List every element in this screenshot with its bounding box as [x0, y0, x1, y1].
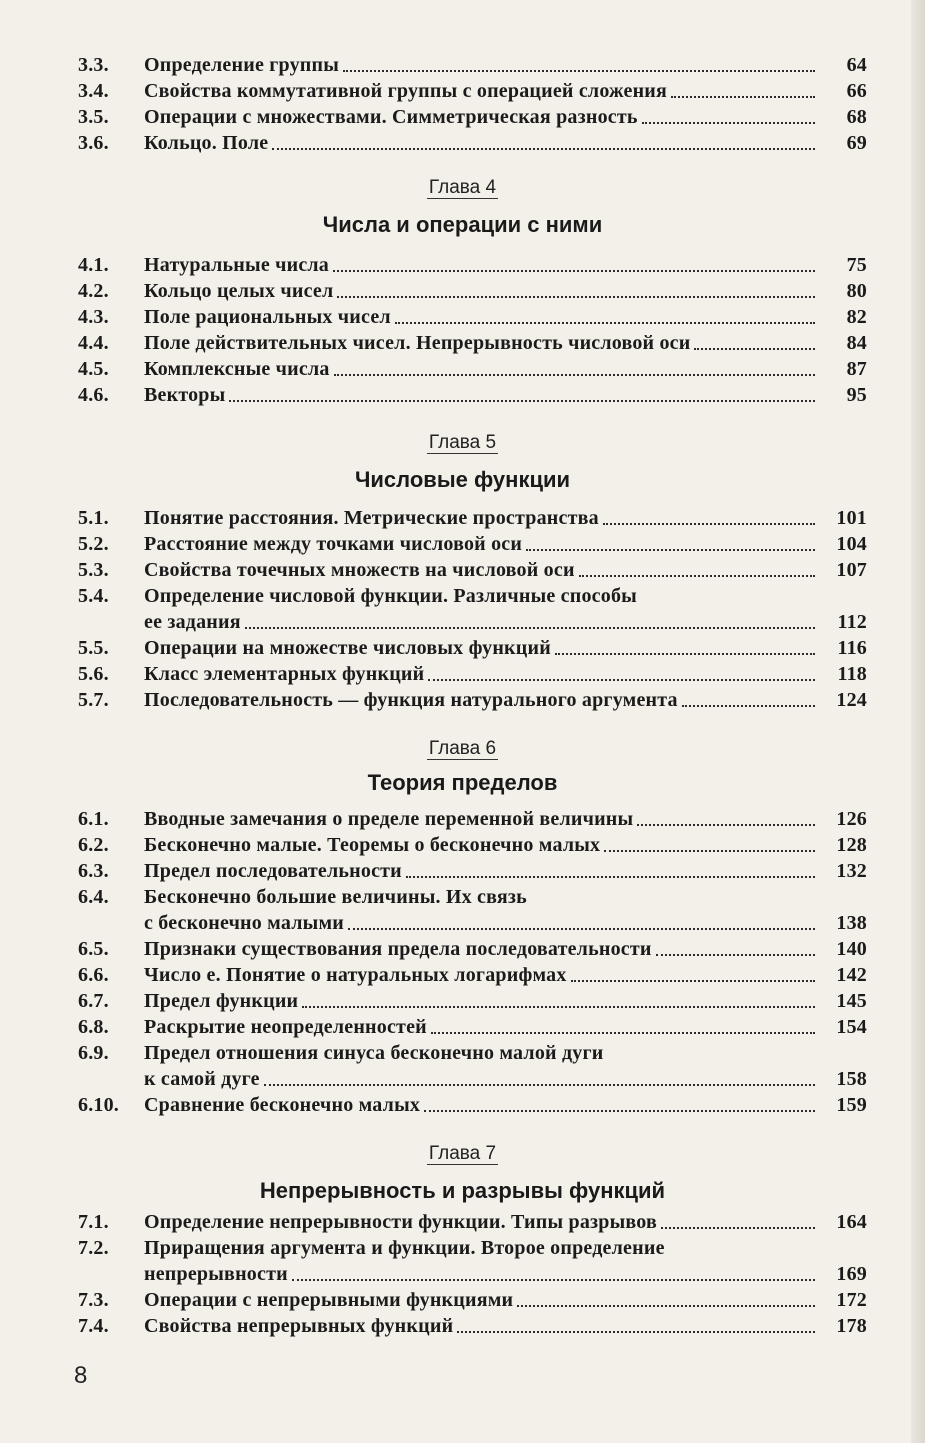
- toc-entry-last-line: [144, 910, 821, 936]
- toc-entry-number: 6.4.: [78, 886, 109, 908]
- toc-entry-number: 6.10.: [78, 1094, 119, 1116]
- toc-entry-body: [144, 104, 821, 130]
- toc-entry-page: 172: [836, 1289, 867, 1311]
- dot-leader: [337, 295, 815, 298]
- toc-entry-body: [144, 1014, 821, 1040]
- dot-leader: [334, 373, 815, 376]
- toc-entry-page: 128: [836, 834, 867, 856]
- toc-entry-body: [144, 635, 821, 661]
- toc-section: [70, 1209, 875, 1339]
- toc-entry-number: 6.1.: [78, 808, 109, 830]
- dot-leader: [333, 269, 815, 272]
- toc-entry-title: Свойства точечных множеств на числовой оси: [144, 559, 575, 581]
- toc-entry-page: 75: [846, 254, 867, 276]
- toc-entry-number: 6.5.: [78, 938, 109, 960]
- toc-entry-title: Последовательность — функция натурального аргумента: [144, 689, 678, 711]
- toc-entry-number: 4.6.: [78, 384, 109, 406]
- chapter-title: Числовые функции: [354, 467, 571, 492]
- toc-entry-page: 116: [837, 637, 867, 659]
- toc-entry-title: Поле действительных чисел. Непрерывность числовой оси: [144, 332, 691, 354]
- toc-entry-title: Определение числовой функции. Различные способы: [144, 585, 637, 607]
- toc-entry[interactable]: [70, 1313, 875, 1339]
- toc-entry-page: 82: [846, 306, 867, 328]
- toc-entry[interactable]: [70, 356, 875, 382]
- toc-entry-title: Понятие расстояния. Метрические пространства: [144, 507, 599, 529]
- toc-entry[interactable]: [70, 583, 875, 635]
- toc-entry-body: [144, 304, 821, 330]
- toc-entry-title: Векторы: [144, 384, 226, 406]
- toc-entry-title: Вводные замечания о пределе переменной величины: [144, 808, 634, 830]
- dot-leader: [694, 347, 815, 350]
- toc-entry-page: 101: [836, 507, 867, 529]
- toc-entry-page: 164: [836, 1211, 867, 1233]
- toc-entry-page: 132: [836, 860, 867, 882]
- toc-entry-number: 5.6.: [78, 663, 109, 685]
- toc-entry[interactable]: [70, 1209, 875, 1235]
- dot-leader: [272, 147, 815, 150]
- chapter-title: Числа и операции с ними: [322, 212, 603, 237]
- toc-entry-number: 6.3.: [78, 860, 109, 882]
- dot-leader: [682, 704, 815, 707]
- toc-entry-title: Поле рациональных чисел: [144, 306, 391, 328]
- toc-entry-page: 159: [836, 1094, 867, 1116]
- toc-entry[interactable]: [70, 52, 875, 78]
- toc-entry-body: [144, 382, 821, 408]
- toc-entry-page: 112: [837, 611, 867, 633]
- toc-entry-body: [144, 583, 821, 635]
- toc-entry-page: 140: [836, 938, 867, 960]
- toc-entry-number: 3.4.: [78, 80, 109, 102]
- toc-entry-number: 4.3.: [78, 306, 109, 328]
- toc-entry[interactable]: [70, 1092, 875, 1118]
- toc-entry-title: Комплексные числа: [144, 358, 330, 380]
- toc-entry-body: [144, 356, 821, 382]
- dot-leader: [229, 399, 815, 402]
- dot-leader: [642, 121, 815, 124]
- toc-entry-title: Предел последовательности: [144, 860, 402, 882]
- toc-entry-body: [144, 806, 821, 832]
- toc-entry-last-line: [144, 1066, 821, 1092]
- toc-entry-title: Бесконечно большие величины. Их связь: [144, 886, 527, 908]
- toc-entry-page: 154: [836, 1016, 867, 1038]
- toc-entry-title: Свойства коммутативной группы с операцией сложения: [144, 80, 668, 102]
- toc-entry-page: 87: [846, 358, 867, 380]
- toc-entry-title: Класс элементарных функций: [144, 663, 425, 685]
- toc-entry-body: [144, 884, 821, 936]
- chapter-label-text: Глава 6: [428, 738, 497, 759]
- toc-entry-page: 107: [836, 559, 867, 581]
- toc-entry-number: 5.1.: [78, 507, 109, 529]
- chapter-label-text: Глава 7: [428, 1143, 497, 1164]
- toc-entry-title: Приращения аргумента и функции. Второе определение: [144, 1237, 665, 1259]
- toc-entry-title: Бесконечно малые. Теоремы о бесконечно малых: [144, 834, 601, 856]
- dot-leader: [671, 95, 815, 98]
- toc-entry-number: 7.2.: [78, 1237, 109, 1259]
- chapter-label: [0, 177, 925, 199]
- toc-entry-title: Натуральные числа: [144, 254, 330, 276]
- page-number: 8: [74, 1362, 88, 1389]
- toc-entry[interactable]: [70, 1040, 875, 1092]
- toc-entry-body: [144, 330, 821, 356]
- toc-entry-number: 3.5.: [78, 106, 109, 128]
- toc-entry[interactable]: [70, 884, 875, 936]
- dot-leader: [457, 1330, 815, 1333]
- toc-entry-page: 124: [836, 689, 867, 711]
- toc-entry-body: [144, 661, 821, 687]
- toc-section: [70, 505, 875, 713]
- dot-leader: [603, 522, 815, 525]
- toc-entry-body: [144, 557, 821, 583]
- toc-entry-last-line: [144, 609, 821, 635]
- toc-entry-title: Предел отношения синуса бесконечно малой дуги: [144, 1042, 604, 1064]
- toc-entry[interactable]: [70, 962, 875, 988]
- toc-entry-page: 64: [846, 54, 867, 76]
- toc-entry[interactable]: [70, 858, 875, 884]
- toc-entry-title: Сравнение бесконечно малых: [144, 1094, 421, 1116]
- chapter-label-text: Глава 4: [428, 177, 497, 198]
- toc-entry-page: 138: [836, 912, 867, 934]
- toc-entry-page: 158: [836, 1068, 867, 1090]
- toc-entry-number: 6.6.: [78, 964, 109, 986]
- toc-entry-body: [144, 687, 821, 713]
- toc-entry-number: 4.1.: [78, 254, 109, 276]
- toc-entry-page: 66: [846, 80, 867, 102]
- toc-entry-number: 6.2.: [78, 834, 109, 856]
- chapter-label: [0, 738, 925, 760]
- toc-entry[interactable]: [70, 1235, 875, 1287]
- toc-entry-body: [144, 1209, 821, 1235]
- toc-entry-number: 7.3.: [78, 1289, 109, 1311]
- toc-entry[interactable]: [70, 1287, 875, 1313]
- toc-entry[interactable]: [70, 1014, 875, 1040]
- toc-entry-page: 84: [846, 332, 867, 354]
- toc-entry[interactable]: [70, 531, 875, 557]
- dot-leader: [526, 548, 815, 551]
- dot-leader: [245, 626, 815, 629]
- toc-entry-body: [144, 531, 821, 557]
- toc-entry-title: непрерывности: [144, 1263, 288, 1285]
- chapter-title: Теория пределов: [367, 770, 558, 795]
- toc-entry-body: [144, 962, 821, 988]
- toc-entry-title: Кольцо целых чисел: [144, 280, 334, 302]
- toc-entry-number: 5.3.: [78, 559, 109, 581]
- toc-entry[interactable]: [70, 130, 875, 156]
- toc-entry[interactable]: [70, 687, 875, 713]
- toc-entry-body: [144, 252, 821, 278]
- dot-leader: [579, 574, 815, 577]
- toc-entry-body: [144, 1235, 821, 1287]
- dot-leader: [428, 678, 815, 681]
- toc-entry-body: [144, 78, 821, 104]
- toc-entry-body: [144, 1092, 821, 1118]
- toc-entry[interactable]: [70, 806, 875, 832]
- toc-entry[interactable]: [70, 832, 875, 858]
- toc-entry-body: [144, 278, 821, 304]
- dot-leader: [637, 823, 815, 826]
- toc-entry-title: Операции на множестве числовых функций: [144, 637, 551, 659]
- toc-entry[interactable]: [70, 557, 875, 583]
- dot-leader: [656, 953, 815, 956]
- toc-entry-page: 118: [837, 663, 867, 685]
- toc-entry-number: 4.2.: [78, 280, 109, 302]
- chapter-label-text: Глава 5: [428, 432, 497, 453]
- toc-entry-page: 69: [846, 132, 867, 154]
- dot-leader: [302, 1005, 815, 1008]
- dot-leader: [555, 652, 815, 655]
- toc-entry-title: Предел функции: [144, 990, 299, 1012]
- dot-leader: [431, 1031, 815, 1034]
- toc-entry[interactable]: [70, 78, 875, 104]
- toc-entry-body: [144, 936, 821, 962]
- toc-entry-number: 4.5.: [78, 358, 109, 380]
- toc-entry-number: 5.7.: [78, 689, 109, 711]
- toc-entry-title: Число е. Понятие о натуральных логарифмах: [144, 964, 567, 986]
- dot-leader: [604, 849, 815, 852]
- toc-entry[interactable]: [70, 304, 875, 330]
- toc-entry-title: Кольцо. Поле: [144, 132, 269, 154]
- toc-section: [70, 52, 875, 156]
- toc-entry-number: 7.4.: [78, 1315, 109, 1337]
- toc-entry-body: [144, 1313, 821, 1339]
- toc-entry-title: ее задания: [144, 611, 241, 633]
- toc-section: [70, 806, 875, 1118]
- toc-entry-title: Свойства непрерывных функций: [144, 1315, 454, 1337]
- toc-entry-page: 126: [836, 808, 867, 830]
- toc-entry-body: [144, 505, 821, 531]
- toc-entry[interactable]: [70, 505, 875, 531]
- toc-entry-number: 5.5.: [78, 637, 109, 659]
- toc-entry-page: 142: [836, 964, 867, 986]
- toc-entry[interactable]: [70, 104, 875, 130]
- toc-entry[interactable]: [70, 988, 875, 1014]
- dot-leader: [395, 321, 815, 324]
- toc-entry-body: [144, 1040, 821, 1092]
- dot-leader: [571, 979, 815, 982]
- dot-leader: [406, 875, 815, 878]
- toc-entry-number: 5.4.: [78, 585, 109, 607]
- toc-entry-number: 6.7.: [78, 990, 109, 1012]
- toc-entry-title: Операции с непрерывными функциями: [144, 1289, 514, 1311]
- toc-entry-title: Раскрытие неопределенностей: [144, 1016, 427, 1038]
- toc-entry-page: 145: [836, 990, 867, 1012]
- toc-entry-title: Определение непрерывности функции. Типы разрывов: [144, 1211, 657, 1233]
- toc-entry-number: 6.8.: [78, 1016, 109, 1038]
- toc-entry[interactable]: [70, 936, 875, 962]
- toc-entry-title: Операции с множествами. Симметрическая разность: [144, 106, 638, 128]
- toc-entry-page: 68: [846, 106, 867, 128]
- toc-entry-page: 80: [846, 280, 867, 302]
- toc-entry-body: [144, 858, 821, 884]
- toc-entry[interactable]: [70, 330, 875, 356]
- dot-leader: [424, 1109, 815, 1112]
- toc-entry[interactable]: [70, 252, 875, 278]
- toc-entry-body: [144, 832, 821, 858]
- toc-entry-number: 3.3.: [78, 54, 109, 76]
- dot-leader: [348, 927, 815, 930]
- chapter-label: [0, 432, 925, 454]
- chapter-label: [0, 1143, 925, 1165]
- toc-entry-number: 3.6.: [78, 132, 109, 154]
- toc-entry[interactable]: [70, 635, 875, 661]
- toc-entry[interactable]: [70, 382, 875, 408]
- toc-entry-number: 7.1.: [78, 1211, 109, 1233]
- dot-leader: [264, 1083, 815, 1086]
- toc-entry-page: 178: [836, 1315, 867, 1337]
- toc-entry-title: Расстояние между точками числовой оси: [144, 533, 523, 555]
- dot-leader: [661, 1226, 815, 1229]
- toc-entry-body: [144, 52, 821, 78]
- toc-entry-title: Признаки существования предела последовательности: [144, 938, 652, 960]
- toc-entry-number: 4.4.: [78, 332, 109, 354]
- toc-entry-title: к самой дуге: [144, 1068, 260, 1090]
- dot-leader: [292, 1278, 815, 1281]
- toc-entry-title: Определение группы: [144, 54, 340, 76]
- dot-leader: [343, 69, 815, 72]
- toc-entry-body: [144, 1287, 821, 1313]
- dot-leader: [517, 1304, 815, 1307]
- toc-entry-last-line: [144, 1261, 821, 1287]
- toc-section: [70, 252, 875, 408]
- toc-entry-page: 95: [846, 384, 867, 406]
- toc-entry-number: 6.9.: [78, 1042, 109, 1064]
- toc-entry-body: [144, 130, 821, 156]
- toc-entry[interactable]: [70, 661, 875, 687]
- toc-entry-number: 5.2.: [78, 533, 109, 555]
- toc-entry-title: с бесконечно малыми: [144, 912, 345, 934]
- chapter-title: Непрерывность и разрывы функций: [259, 1178, 666, 1203]
- toc-entry-body: [144, 988, 821, 1014]
- toc-entry-page: 169: [836, 1263, 867, 1285]
- toc-entry[interactable]: [70, 278, 875, 304]
- toc-entry-page: 104: [836, 533, 867, 555]
